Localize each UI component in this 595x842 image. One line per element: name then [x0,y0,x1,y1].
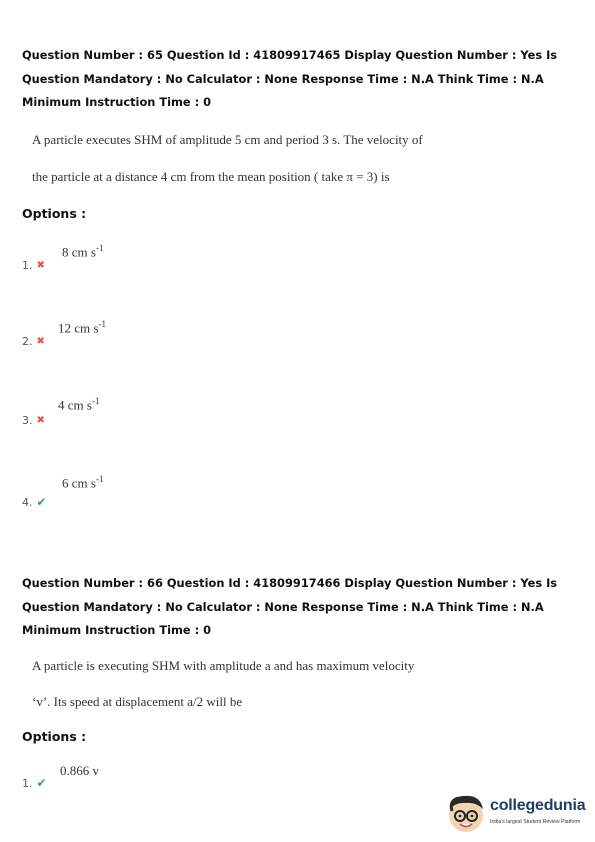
q65-option-3-value: 4 cm $s^{-1}$ [58,396,100,413]
question-66-meta: Question Number : 66 Question Id : 41809917466 Display Question Number : Yes Is Question Mandatory : No Calculator : None Response Time : N.A Think Time : N.A Minimum Instruction Time : 0 [22,576,558,637]
q65-option-1: 1. ✖ [22,259,45,272]
wrong-icon: ✖ [36,336,45,347]
question-66-options-label: Options : [22,729,87,744]
q65-option-4-value: 6 cm $s^{-1}$ [62,474,104,491]
check-icon: ✔ [36,495,47,509]
question-66-text-line2: ‘v’. Its speed at displacement a/2 will be [32,694,243,709]
logo-wordmark: collegedunia [490,797,586,814]
q65-option-2: 2. ✖ [22,335,45,348]
q65-option-2-value: 12 cm $s^{-1}$ [58,319,106,336]
q65-option-1-value: 8 cm $s^{-1}$ [62,243,104,260]
wrong-icon: ✖ [36,260,45,271]
mascot-icon [446,791,488,837]
q66-option-1: 1. ✔ [22,776,47,790]
question-65-options-label: Options : [22,206,87,221]
question-65-text-line1: A particle executes SHM of amplitude 5 cm and period 3 s. The velocity of [32,132,423,147]
question-66-text-line1: A particle is executing SHM with amplitude a and has maximum velocity [32,658,415,673]
check-icon: ✔ [36,776,47,790]
question-65-meta: Question Number : 65 Question Id : 41809917465 Display Question Number : Yes Is Question Mandatory : No Calculator : None Response Time : N.A Think Time : N.A Minimum Instruction Time : 0 [22,48,558,109]
question-65-text-line2: the particle at a distance 4 cm from the mean position ( take π = 3) is [32,169,390,184]
q65-option-3: 3. ✖ [22,414,45,427]
collegedunia-logo [446,791,595,839]
q65-option-4: 4. ✔ [22,495,47,509]
wrong-icon: ✖ [36,415,45,426]
q66-option-1-value: 0.866 v [60,763,99,778]
logo-tagline: India's largest Student Review Platform [490,819,581,825]
